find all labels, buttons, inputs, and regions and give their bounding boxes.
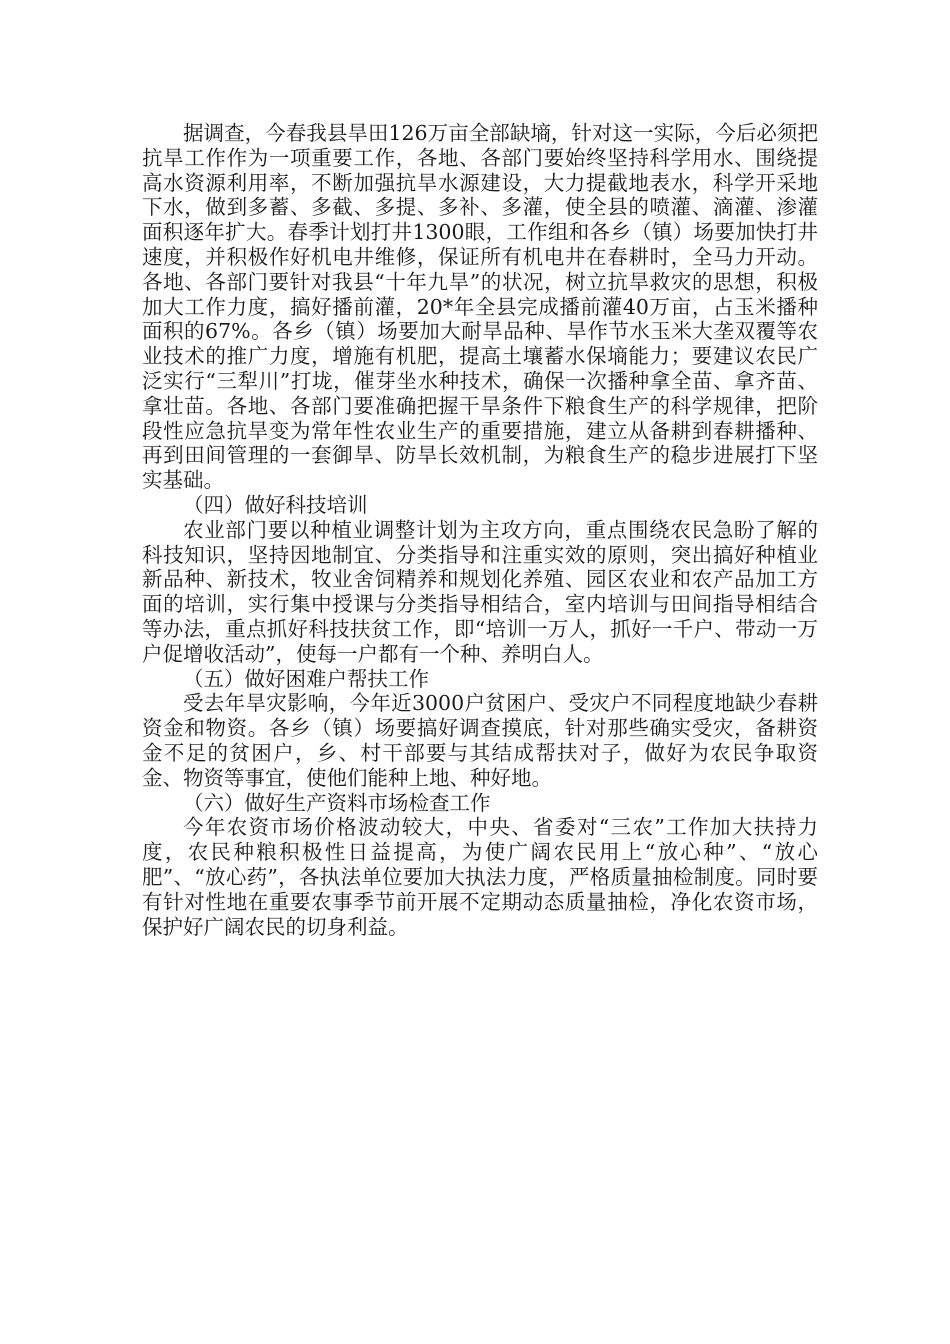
section-heading-tech-training: （四）做好科技培训 <box>183 492 368 517</box>
paragraph-tech-training: 农业部门要以种植业调整计划为主攻方向，重点围绕农民急盼了解的科技知识，坚持因地制宜、分类指导和注重实效的原则，突出搞好种植业新品种、新技术，牧业舍饲精养和规划化养殖、园区农业和农产品加工方面的培训，实行集中授课与分类指导相结合，室内培训与田间指导相结合等办法，重点抓好科技扶贫工作，即“培训一万人，抓好一千户、带动一万户促增收活动”，使每一户都有一个种、养明白人。 <box>142 517 818 666</box>
paragraph-market-inspection: 今年农资市场价格波动较大，中央、省委对“三农”工作加大扶持力度，农民种粮积极性日益提高，为使广阔农民用上“放心种”、“放心肥”、“放心药”，各执法单位要加大执法力度，严格质量抽检制度。同时要有针对性地在重要农事季节前开展不定期动态质量抽检，净化农资市场，保护好广阔农民的切身利益。 <box>142 815 818 939</box>
section-heading-market-inspection: （六）做好生产资料市场检查工作 <box>183 790 491 815</box>
section-heading-poverty-assistance: （五）做好困难户帮扶工作 <box>183 666 429 691</box>
paragraph-drought-resistance: 据调查，今春我县旱田126万亩全部缺墒，针对这一实际，今后必须把抗旱工作作为一项重要工作，各地、各部门要始终坚持科学用水、围绕提高水资源利用率，不断加强抗旱水源建设，大力提截地表水，科学开采地下水，做到多蓄、多截、多提、多补、多灌，使全县的喷灌、滴灌、渗灌面积逐年扩大。春季计划打井1300眼，工作组和各乡（镇）场要加快打井速度，并积极作好机电井维修，保证所有机电井在春耕时，全马力开动。各地、各部门要针对我县“十年九旱”的状况，树立抗旱救灾的思想，积极加大工作力度，搞好播前灌，20*年全县完成播前灌40万亩，占玉米播种面积的67%。各乡（镇）场要加大耐旱品种、旱作节水玉米大垄双覆等农业技术的推广力度，增施有机肥，提高土壤蓄水保墒能力；要建议农民广泛实行“三犁川”打垅，催芽坐水种技术，确保一次播种拿全苗、拿齐苗、拿壮苗。各地、各部门要准确把握干旱条件下粮食生产的科学规律，把阶段性应急抗旱变为常年性农业生产的重要措施，建立从备耕到春耕播种、再到田间管理的一套御旱、防旱长效机制，为粮食生产的稳步进展打下坚实基础。 <box>142 121 818 493</box>
paragraph-poverty-assistance: 受去年旱灾影响，今年近3000户贫困户、受灾户不同程度地缺少春耕资金和物资。各乡（镇）场要搞好调查摸底，针对那些确实受灾，备耕资金不足的贫困户，乡、村干部要与其结成帮扶对子，做好为农民争取资金、物资等事宜，使他们能种上地、种好地。 <box>142 691 818 790</box>
document-body <box>142 121 818 939</box>
